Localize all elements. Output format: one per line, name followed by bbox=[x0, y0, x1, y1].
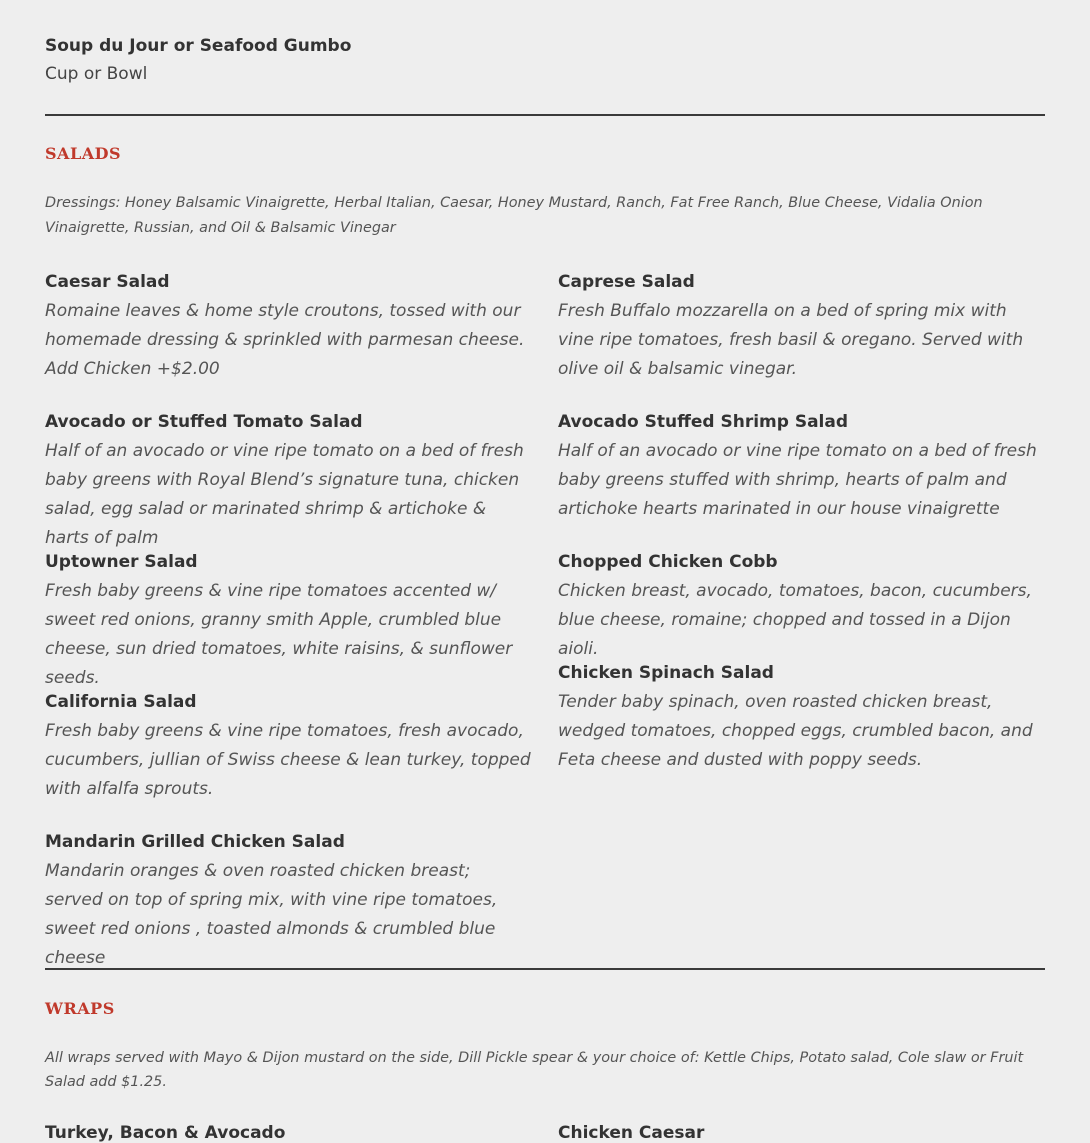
item-description: Half of an avocado or vine ripe tomato on a bed of fresh baby greens stuffed with shrimp, hearts of palm and artichoke hearts marinated in our house vinaigrette bbox=[558, 441, 1037, 519]
salads-dressings-note: Dressings: Honey Balsamic Vinaigrette, Herbal Italian, Caesar, Honey Mustard, Ranch, Fat Free Ranch, Blue Cheese, Vidalia Onion Vinaigrette, Russian, and Oil & Balsamic Vinegar bbox=[45, 195, 983, 236]
item-name: California Salad bbox=[45, 692, 197, 712]
menu-item-chopped-chicken-cobb bbox=[558, 548, 1046, 664]
item-description: Chicken breast, avocado, tomatoes, bacon, cucumbers, blue cheese, romaine; chopped and tossed in a Dijon aioli. bbox=[558, 581, 1032, 659]
salads-title: SALADS bbox=[45, 144, 122, 163]
wraps-note: All wraps served with Mayo & Dijon mustard on the side, Dill Pickle spear & your choice of: Kettle Chips, Potato salad, Cole slaw or Fruit Salad add $1.25. bbox=[45, 1050, 1024, 1090]
item-name: Chicken Spinach Salad bbox=[558, 663, 774, 683]
menu-item-california-salad bbox=[45, 688, 533, 804]
item-name: Turkey, Bacon & Avocado bbox=[45, 1123, 286, 1143]
item-description: Fresh baby greens & vine ripe tomatoes accented w/ sweet red onions, granny smith Apple, crumbled blue cheese, sun dried tomatoes, white raisins, & sunflower seeds. bbox=[45, 581, 513, 688]
item-name: Caprese Salad bbox=[558, 272, 695, 292]
soup-item bbox=[45, 34, 351, 90]
divider bbox=[45, 114, 1045, 116]
menu-item-uptowner-salad bbox=[45, 548, 533, 693]
item-description: Half of an avocado or vine ripe tomato on a bed of fresh baby greens with Royal Blend’s signature tuna, chicken salad, egg salad or marinated shrimp & artichoke & harts of palm bbox=[45, 441, 524, 548]
item-name: Mandarin Grilled Chicken Salad bbox=[45, 832, 345, 852]
soup-name: Soup du Jour or Seafood Gumbo bbox=[45, 36, 352, 56]
soup-detail: Cup or Bowl bbox=[45, 64, 148, 84]
item-description: Fresh baby greens & vine ripe tomatoes, fresh avocado, cucumbers, jullian of Swiss cheese & lean turkey, topped with alfalfa sprouts. bbox=[45, 721, 531, 799]
item-name: Caesar Salad bbox=[45, 272, 170, 292]
menu-item-mandarin-chicken-salad bbox=[45, 828, 533, 973]
item-description: Mandarin oranges & oven roasted chicken breast; served on top of spring mix, with vine ripe tomatoes, sweet red onions , toasted almonds & crumbled blue cheese bbox=[45, 861, 498, 968]
menu-item-chicken-caesar-wrap bbox=[558, 1119, 1046, 1143]
item-name: Chicken Caesar bbox=[558, 1123, 705, 1143]
menu-item-chicken-spinach-salad bbox=[558, 659, 1046, 775]
menu-item-turkey-bacon-avocado bbox=[45, 1119, 533, 1143]
item-name: Chopped Chicken Cobb bbox=[558, 552, 778, 572]
divider bbox=[45, 968, 1045, 970]
item-description: Fresh Buffalo mozzarella on a bed of spring mix with vine ripe tomatoes, fresh basil & oregano. Served with olive oil & balsamic vinegar. bbox=[558, 301, 1024, 379]
menu-item-caprese-salad bbox=[558, 268, 1046, 384]
item-description: Romaine leaves & home style croutons, tossed with our homemade dressing & sprinkled with parmesan cheese. Add Chicken +$2.00 bbox=[45, 301, 525, 379]
item-name: Avocado Stuffed Shrimp Salad bbox=[558, 412, 849, 432]
menu-item-avocado-tomato-salad bbox=[45, 408, 533, 553]
wraps-title: WRAPS bbox=[45, 999, 115, 1018]
item-name: Uptowner Salad bbox=[45, 552, 198, 572]
item-description: Tender baby spinach, oven roasted chicken breast, wedged tomatoes, chopped eggs, crumbled bacon, and Feta cheese and dusted with poppy seeds. bbox=[558, 692, 1033, 770]
menu-item-caesar-salad bbox=[45, 268, 533, 384]
menu-item-avocado-shrimp-salad bbox=[558, 408, 1046, 524]
item-name: Avocado or Stuffed Tomato Salad bbox=[45, 412, 363, 432]
